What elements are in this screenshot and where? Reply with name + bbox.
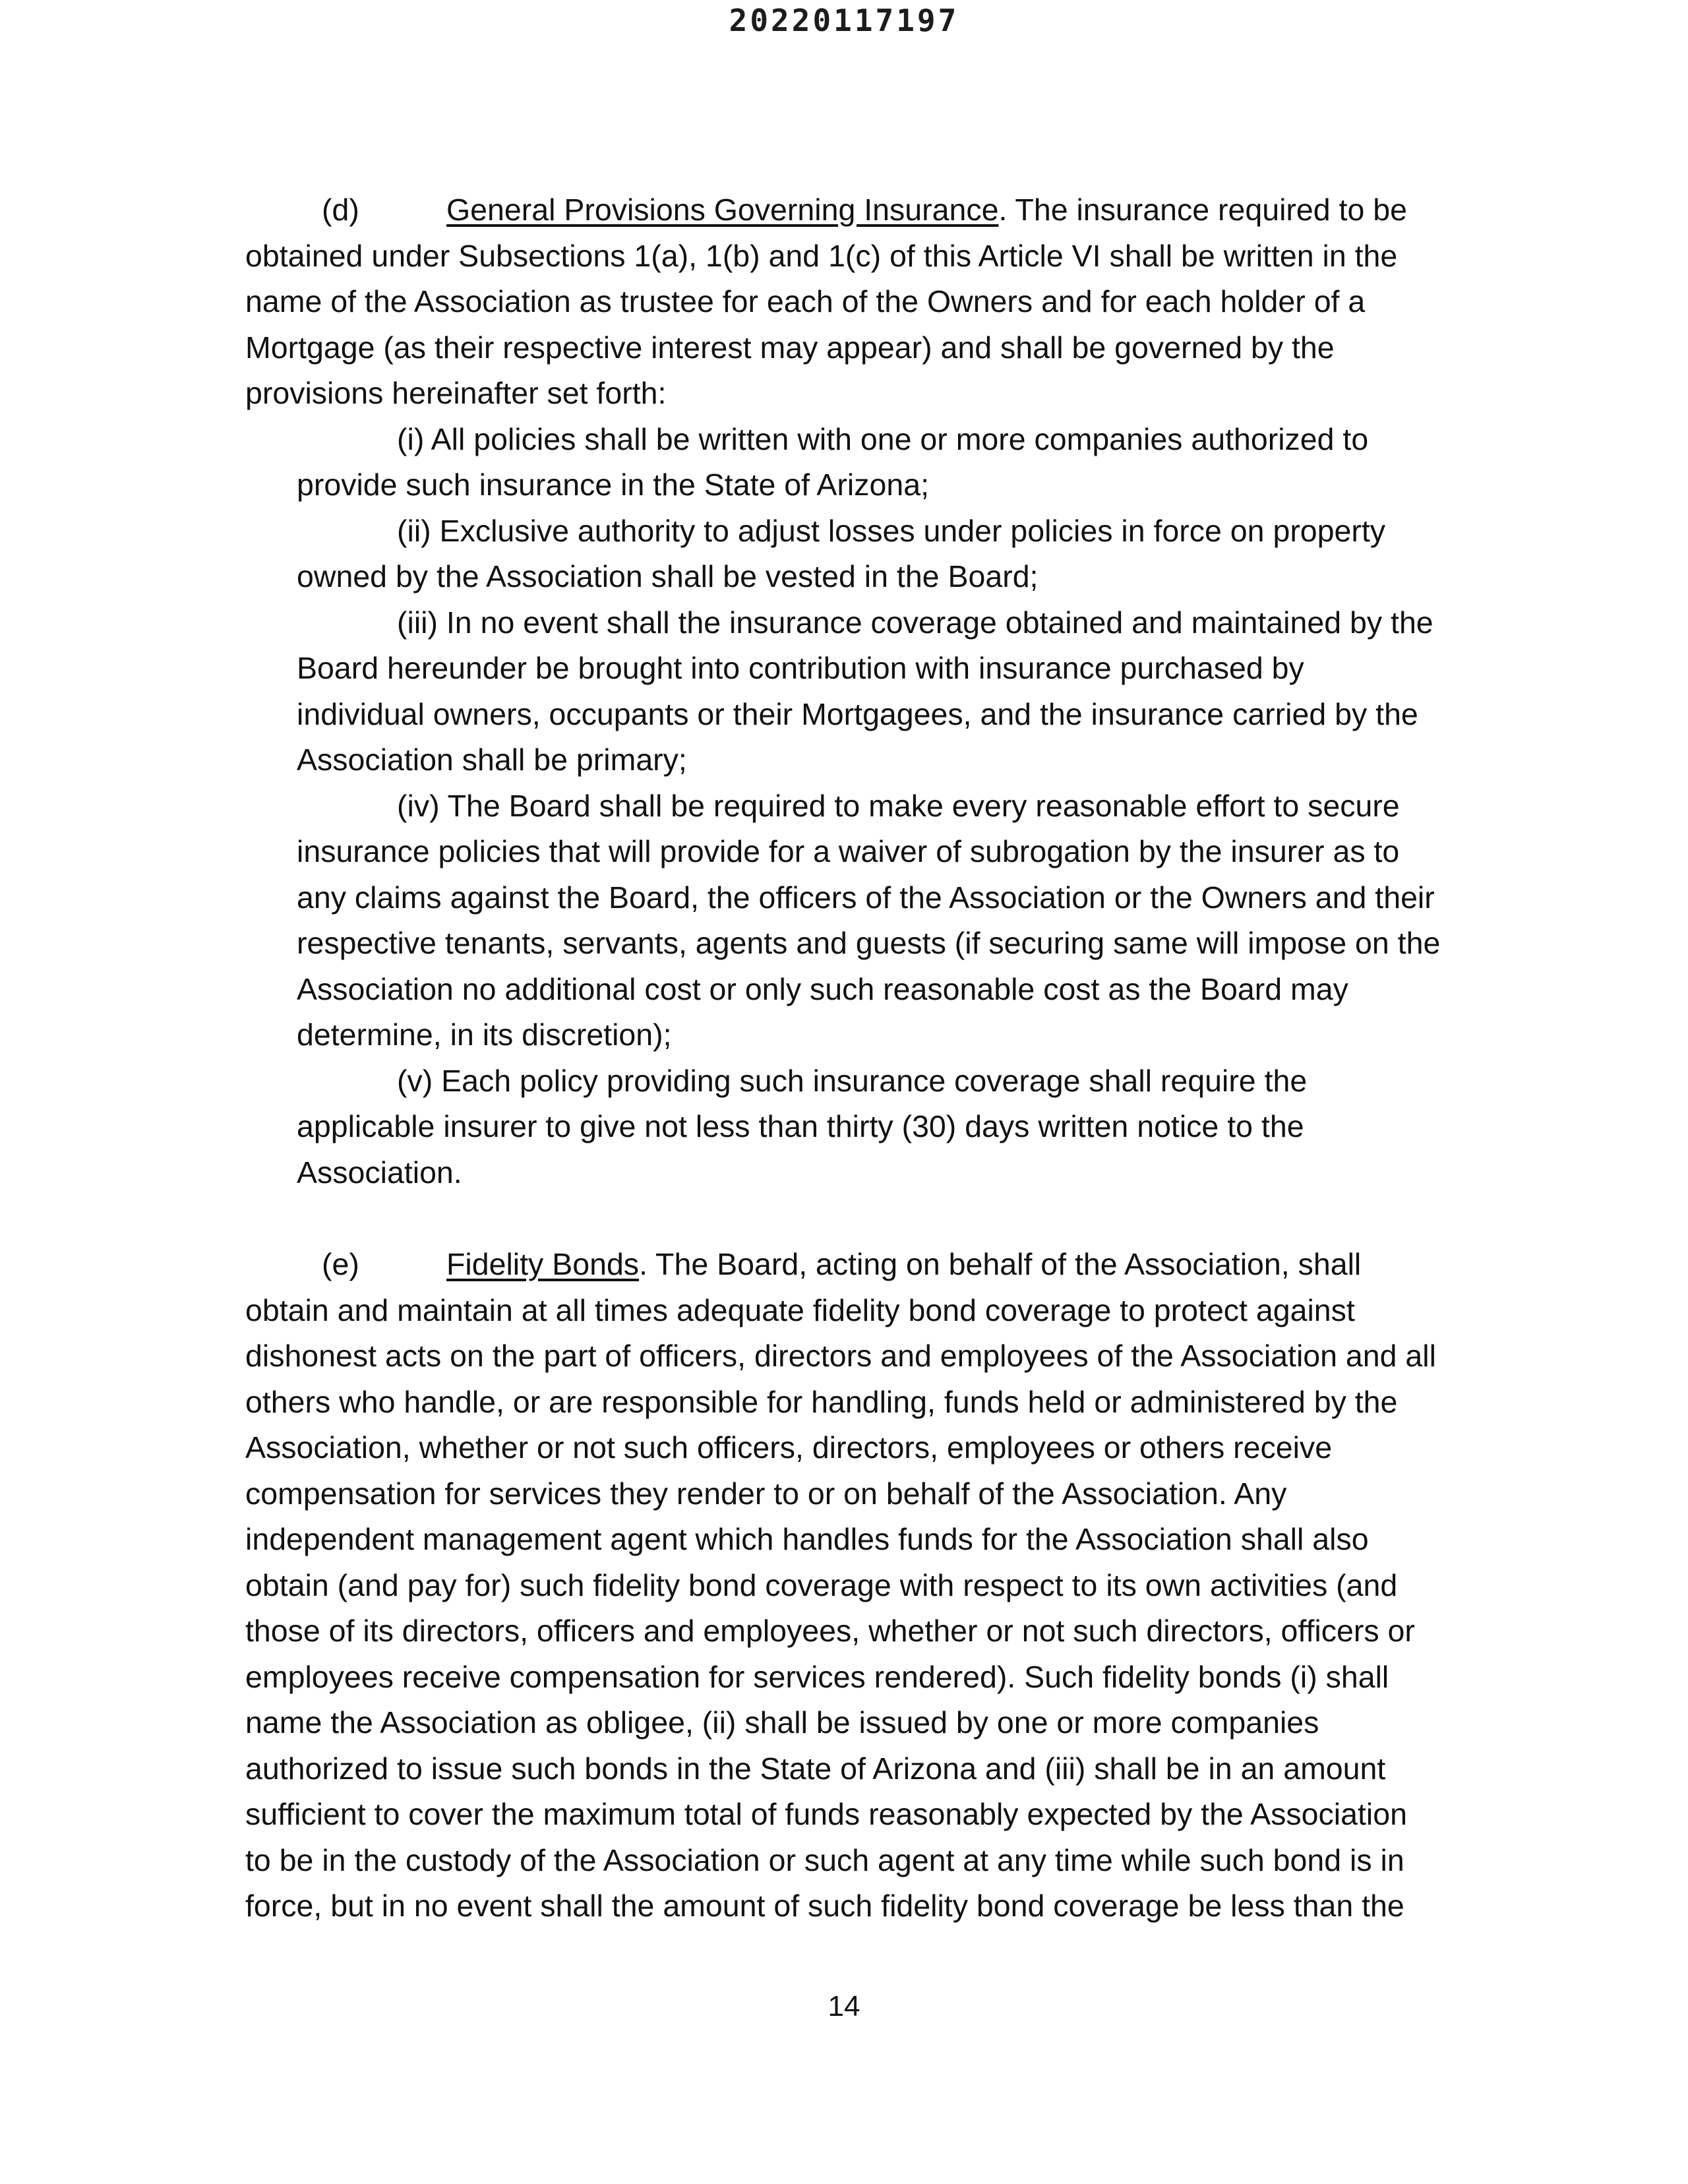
body-line: to be in the custody of the Association or such agent at any time while such bond is in: [245, 1842, 1404, 1877]
section-e: [245, 1242, 1439, 1929]
body-line: dishonest acts on the part of officers, directors and employees of the Association and all: [245, 1339, 1436, 1373]
section-e-lead-text: . The Board, acting on behalf of the Association, shall: [639, 1247, 1362, 1281]
body-line: employees receive compensation for services rendered). Such fidelity bonds (i) shall: [245, 1659, 1389, 1694]
provision-line: any claims against the Board, the officers of the Association or the Owners and their: [297, 880, 1435, 915]
provision-line: Association no additional cost or only such reasonable cost as the Board may: [297, 971, 1348, 1006]
provision-item-v: [245, 1058, 1439, 1196]
body-line: provisions hereinafter set forth:: [245, 376, 667, 410]
provision-item-iii: [245, 600, 1439, 783]
body-line: force, but in no event shall the amount of such fidelity bond coverage be less than the: [245, 1889, 1404, 1923]
section-e-heading: Fidelity Bonds: [446, 1247, 640, 1281]
body-line: sufficient to cover the maximum total of funds reasonably expected by the Association: [245, 1797, 1407, 1831]
provision-line: provide such insurance in the State of Arizona;: [297, 468, 929, 502]
provision-line: insurance policies that will provide for a waiver of subrogation by the insurer as to: [297, 834, 1400, 868]
provision-first-line: (ii) Exclusive authority to adjust losses under policies in force on property: [397, 513, 1386, 548]
provision-line: applicable insurer to give not less than thirty (30) days written notice to the: [297, 1109, 1304, 1143]
body-line: authorized to issue such bonds in the State of Arizona and (iii) shall be in an amount: [245, 1751, 1386, 1786]
provision-line: individual owners, occupants or their Mortgagees, and the insurance carried by the: [297, 696, 1418, 731]
provision-first-line: (i) All policies shall be written with one or more companies authorized to: [397, 421, 1369, 456]
provision-item-i: [245, 417, 1439, 508]
section-d: [245, 187, 1439, 1196]
provision-line: Association.: [297, 1155, 462, 1190]
page-number: 14: [828, 1990, 860, 2022]
body-line: name the Association as obligee, (ii) shall be issued by one or more companies: [245, 1705, 1319, 1740]
body-line: those of its directors, officers and employees, whether or not such directors, officers or: [245, 1614, 1415, 1648]
body-line: compensation for services they render to or on behalf of the Association. Any: [245, 1476, 1287, 1511]
body-line: others who handle, or are responsible for handling, funds held or administered by the: [245, 1384, 1398, 1419]
section-d-marker: (d): [322, 193, 359, 227]
provision-line: determine, in its discretion);: [297, 1017, 672, 1052]
document-number: 20220117197: [729, 3, 959, 38]
body-line: obtain (and pay for) such fidelity bond coverage with respect to its own activities (and: [245, 1567, 1398, 1602]
section-d-lead-text: . The insurance required to be: [998, 193, 1407, 227]
provision-line: Board hereunder be brought into contribution with insurance purchased by: [297, 651, 1304, 685]
document-body: [245, 187, 1439, 1929]
provision-first-line: (iii) In no event shall the insurance coverage obtained and maintained by the: [397, 605, 1433, 640]
provision-first-line: (v) Each policy providing such insurance coverage shall require the: [397, 1063, 1308, 1098]
body-line: obtained under Subsections 1(a), 1(b) and 1(c) of this Article VI shall be written in the: [245, 238, 1398, 273]
section-e-lead-line: [245, 1242, 1361, 1288]
body-line: Association, whether or not such officers, directors, employees or others receive: [245, 1430, 1333, 1465]
provision-first-line: (iv) The Board shall be required to make every reasonable effort to secure: [397, 788, 1400, 823]
provision-line: owned by the Association shall be vested in the Board;: [297, 559, 1039, 593]
provision-line: respective tenants, servants, agents and guests (if securing same will impose on the: [297, 926, 1441, 960]
provision-line: Association shall be primary;: [297, 743, 687, 777]
section-d-heading: General Provisions Governing Insurance: [446, 193, 999, 227]
provision-item-ii: [245, 508, 1439, 600]
body-line: Mortgage (as their respective interest may appear) and shall be governed by the: [245, 330, 1335, 365]
section-d-lead-line: [245, 187, 1407, 233]
body-line: name of the Association as trustee for each of the Owners and for each holder of a: [245, 284, 1366, 318]
body-line: obtain and maintain at all times adequate fidelity bond coverage to protect against: [245, 1292, 1355, 1327]
body-line: independent management agent which handles funds for the Association shall also: [245, 1522, 1369, 1556]
section-e-marker: (e): [322, 1247, 359, 1281]
provision-item-iv: [245, 783, 1439, 1058]
paragraph-gap: [245, 1196, 1439, 1242]
